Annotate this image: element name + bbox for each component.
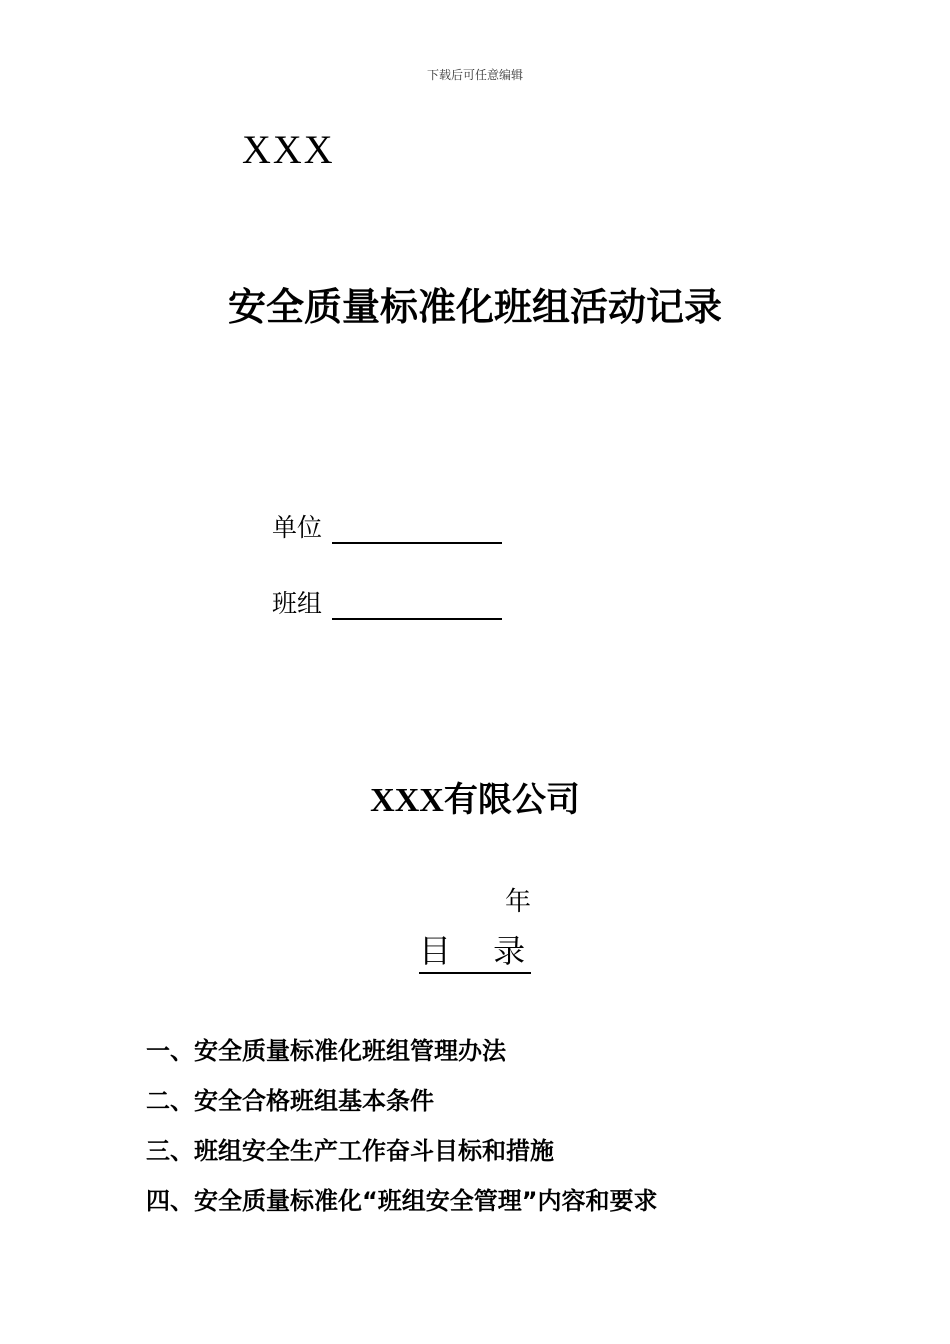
unit-field [272, 508, 502, 544]
year-label: 年 [505, 887, 532, 917]
team-field [272, 584, 502, 620]
team-label: 班组 [272, 589, 323, 618]
company-name-prefix: XXX [370, 782, 444, 819]
organization-placeholder: XXX [242, 127, 335, 172]
unit-label: 单位 [272, 513, 323, 542]
toc-item-4: 四、安全质量标准化“班组安全管理”内容和要求 [146, 1187, 658, 1215]
company-name [0, 772, 950, 821]
toc-heading-text: 目 录 [419, 932, 531, 974]
toc-heading [0, 926, 950, 972]
team-blank-line[interactable] [332, 592, 502, 620]
header-note: 下载后可任意编辑 [426, 68, 523, 82]
toc-item-3: 三、班组安全生产工作奋斗目标和措施 [146, 1137, 554, 1165]
toc-item-2: 二、安全合格班组基本条件 [146, 1087, 434, 1115]
company-name-suffix: 有限公司 [443, 780, 580, 820]
document-title: 安全质量标准化班组活动记录 [227, 285, 722, 329]
toc-item-1: 一、安全质量标准化班组管理办法 [146, 1037, 506, 1065]
unit-blank-line[interactable] [332, 516, 502, 544]
